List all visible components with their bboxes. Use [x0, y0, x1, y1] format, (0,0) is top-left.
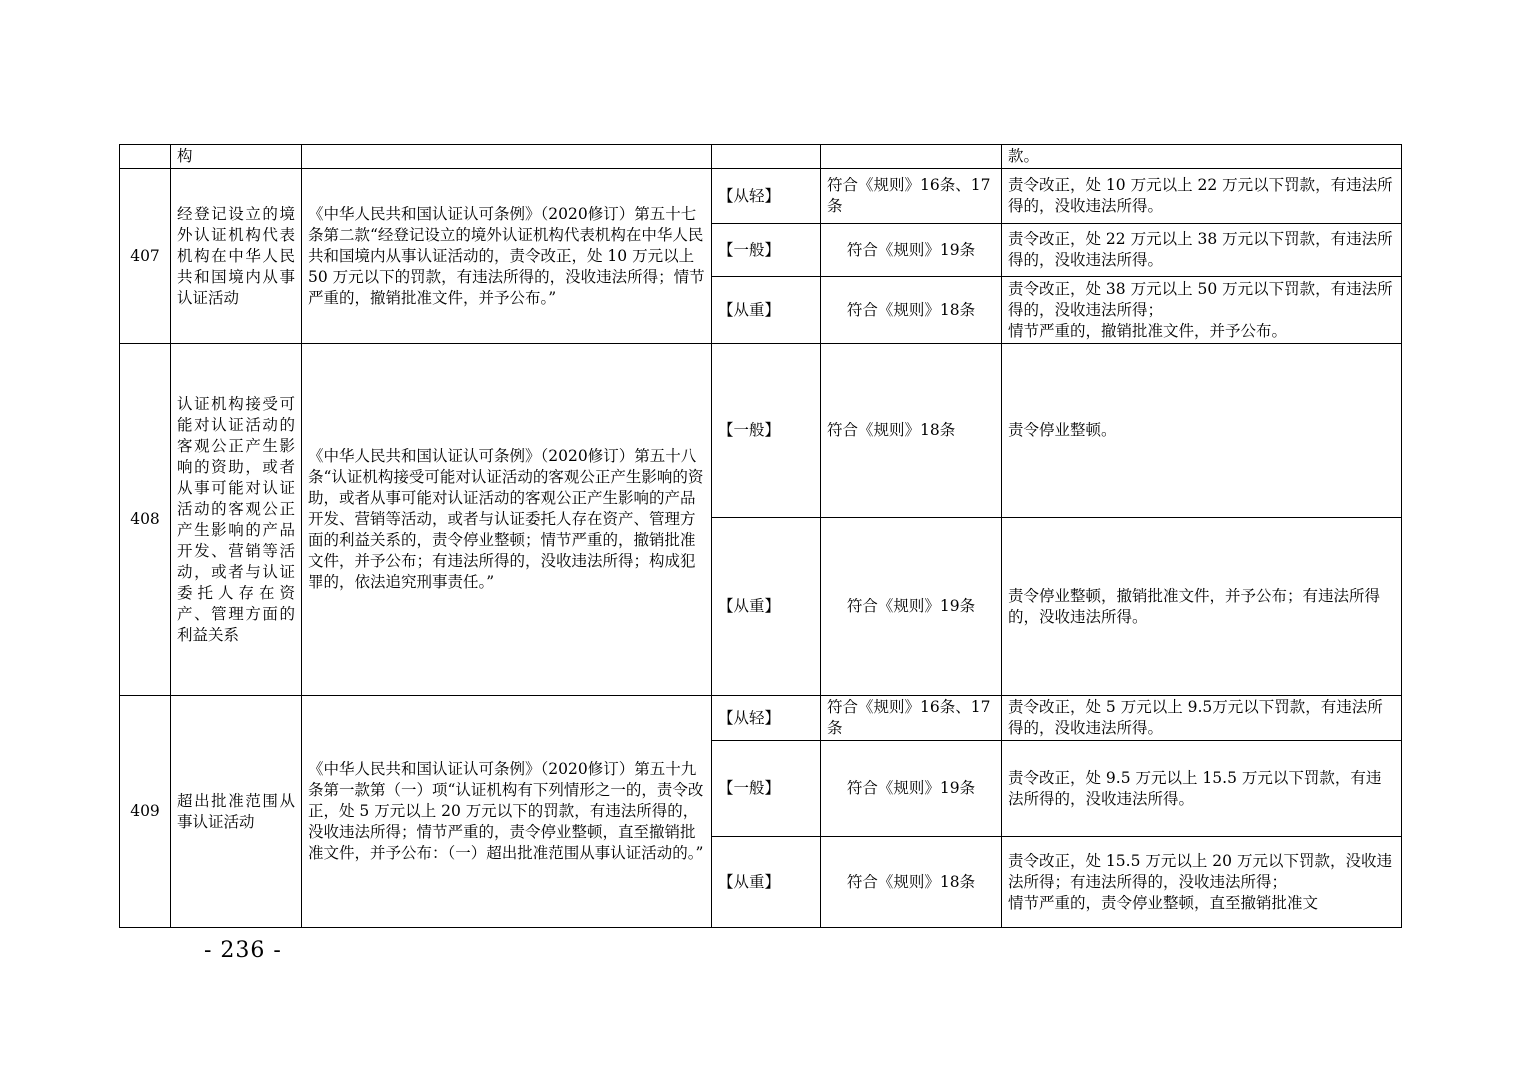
condition-cell: 符合《规则》16条、17条 — [821, 169, 1002, 224]
action-cell: 责令停业整顿，撤销批准文件，并予公布；有违法所得的，没收违法所得。 — [1002, 518, 1402, 696]
level-cell: 【一般】 — [712, 344, 821, 518]
level-cell: 【一般】 — [712, 224, 821, 277]
basis-cell — [302, 145, 712, 169]
level-cell: 【从重】 — [712, 518, 821, 696]
violation-cell: 超出批准范围从事认证活动 — [171, 696, 302, 928]
action-cell: 款。 — [1002, 145, 1402, 169]
level-cell: 【一般】 — [712, 741, 821, 837]
table-row-408 — [120, 344, 1402, 518]
level-cell: 【从重】 — [712, 837, 821, 928]
action-cell: 责令改正，处 10 万元以上 22 万元以下罚款，有违法所得的，没收违法所得。 — [1002, 169, 1402, 224]
action-cell: 责令改正，处 9.5 万元以上 15.5 万元以下罚款，有违法所得的，没收违法所得。 — [1002, 741, 1402, 837]
basis-cell: 《中华人民共和国认证认可条例》（2020修订）第五十七条第二款“经登记设立的境外认证机构代表机构在中华人民共和国境内从事认证活动的，责令改正，处 10 万元以上 50 万元以下的罚款，有违法所得的，没收违法所得；情节严重的，撤销批准文件，并予公布。” — [302, 169, 712, 344]
page-number: - 236 - — [204, 938, 282, 963]
condition-cell: 符合《规则》18条 — [821, 837, 1002, 928]
table-row-409 — [120, 696, 1402, 741]
action-cell: 责令改正，处 15.5 万元以上 20 万元以下罚款，没收违法所得；有违法所得的，没收违法所得； 情节严重的，责令停业整顿，直至撤销批准文 — [1002, 837, 1402, 928]
condition-cell: 符合《规则》18条 — [821, 344, 1002, 518]
condition-cell: 符合《规则》19条 — [821, 224, 1002, 277]
condition-cell: 符合《规则》19条 — [821, 518, 1002, 696]
violation-cell: 构 — [171, 145, 302, 169]
basis-cell: 《中华人民共和国认证认可条例》（2020修订）第五十九条第一款第（一）项“认证机构有下列情形之一的，责令改正，处 5 万元以上 20 万元以下的罚款，有违法所得的，没收违法所得；情节严重的，责令停业整顿，直至撤销批准文件，并予公布：（一）超出批准范围从事认证活动的。” — [302, 696, 712, 928]
table-row-continued — [120, 145, 1402, 169]
no-cell: 408 — [120, 344, 171, 696]
action-cell: 责令停业整顿。 — [1002, 344, 1402, 518]
level-cell: 【从轻】 — [712, 169, 821, 224]
table-row-407 — [120, 169, 1402, 224]
no-cell — [120, 145, 171, 169]
no-cell: 409 — [120, 696, 171, 928]
level-cell — [712, 145, 821, 169]
level-cell: 【从轻】 — [712, 696, 821, 741]
action-cell: 责令改正，处 5 万元以上 9.5万元以下罚款，有违法所得的，没收违法所得。 — [1002, 696, 1402, 741]
condition-cell: 符合《规则》18条 — [821, 277, 1002, 344]
no-cell: 407 — [120, 169, 171, 344]
penalty-standard-table — [119, 144, 1402, 928]
condition-cell — [821, 145, 1002, 169]
violation-cell: 认证机构接受可能对认证活动的客观公正产生影响的资助，或者从事可能对认证活动的客观公正产生影响的产品开发、营销等活动，或者与认证委托人存在资产、管理方面的利益关系 — [171, 344, 302, 696]
action-cell: 责令改正，处 38 万元以上 50 万元以下罚款，有违法所得的，没收违法所得； 情节严重的，撤销批准文件，并予公布。 — [1002, 277, 1402, 344]
violation-cell: 经登记设立的境外认证机构代表机构在中华人民共和国境内从事认证活动 — [171, 169, 302, 344]
basis-cell: 《中华人民共和国认证认可条例》（2020修订）第五十八条“认证机构接受可能对认证活动的客观公正产生影响的资助，或者从事可能对认证活动的客观公正产生影响的产品开发、营销等活动，或者与认证委托人存在资产、管理方面的利益关系的，责令停业整顿；情节严重的，撤销批准文件，并予公布；有违法所得的，没收违法所得；构成犯罪的，依法追究刑事责任。” — [302, 344, 712, 696]
level-cell: 【从重】 — [712, 277, 821, 344]
condition-cell: 符合《规则》16条、17条 — [821, 696, 1002, 741]
action-cell: 责令改正，处 22 万元以上 38 万元以下罚款，有违法所得的，没收违法所得。 — [1002, 224, 1402, 277]
condition-cell: 符合《规则》19条 — [821, 741, 1002, 837]
